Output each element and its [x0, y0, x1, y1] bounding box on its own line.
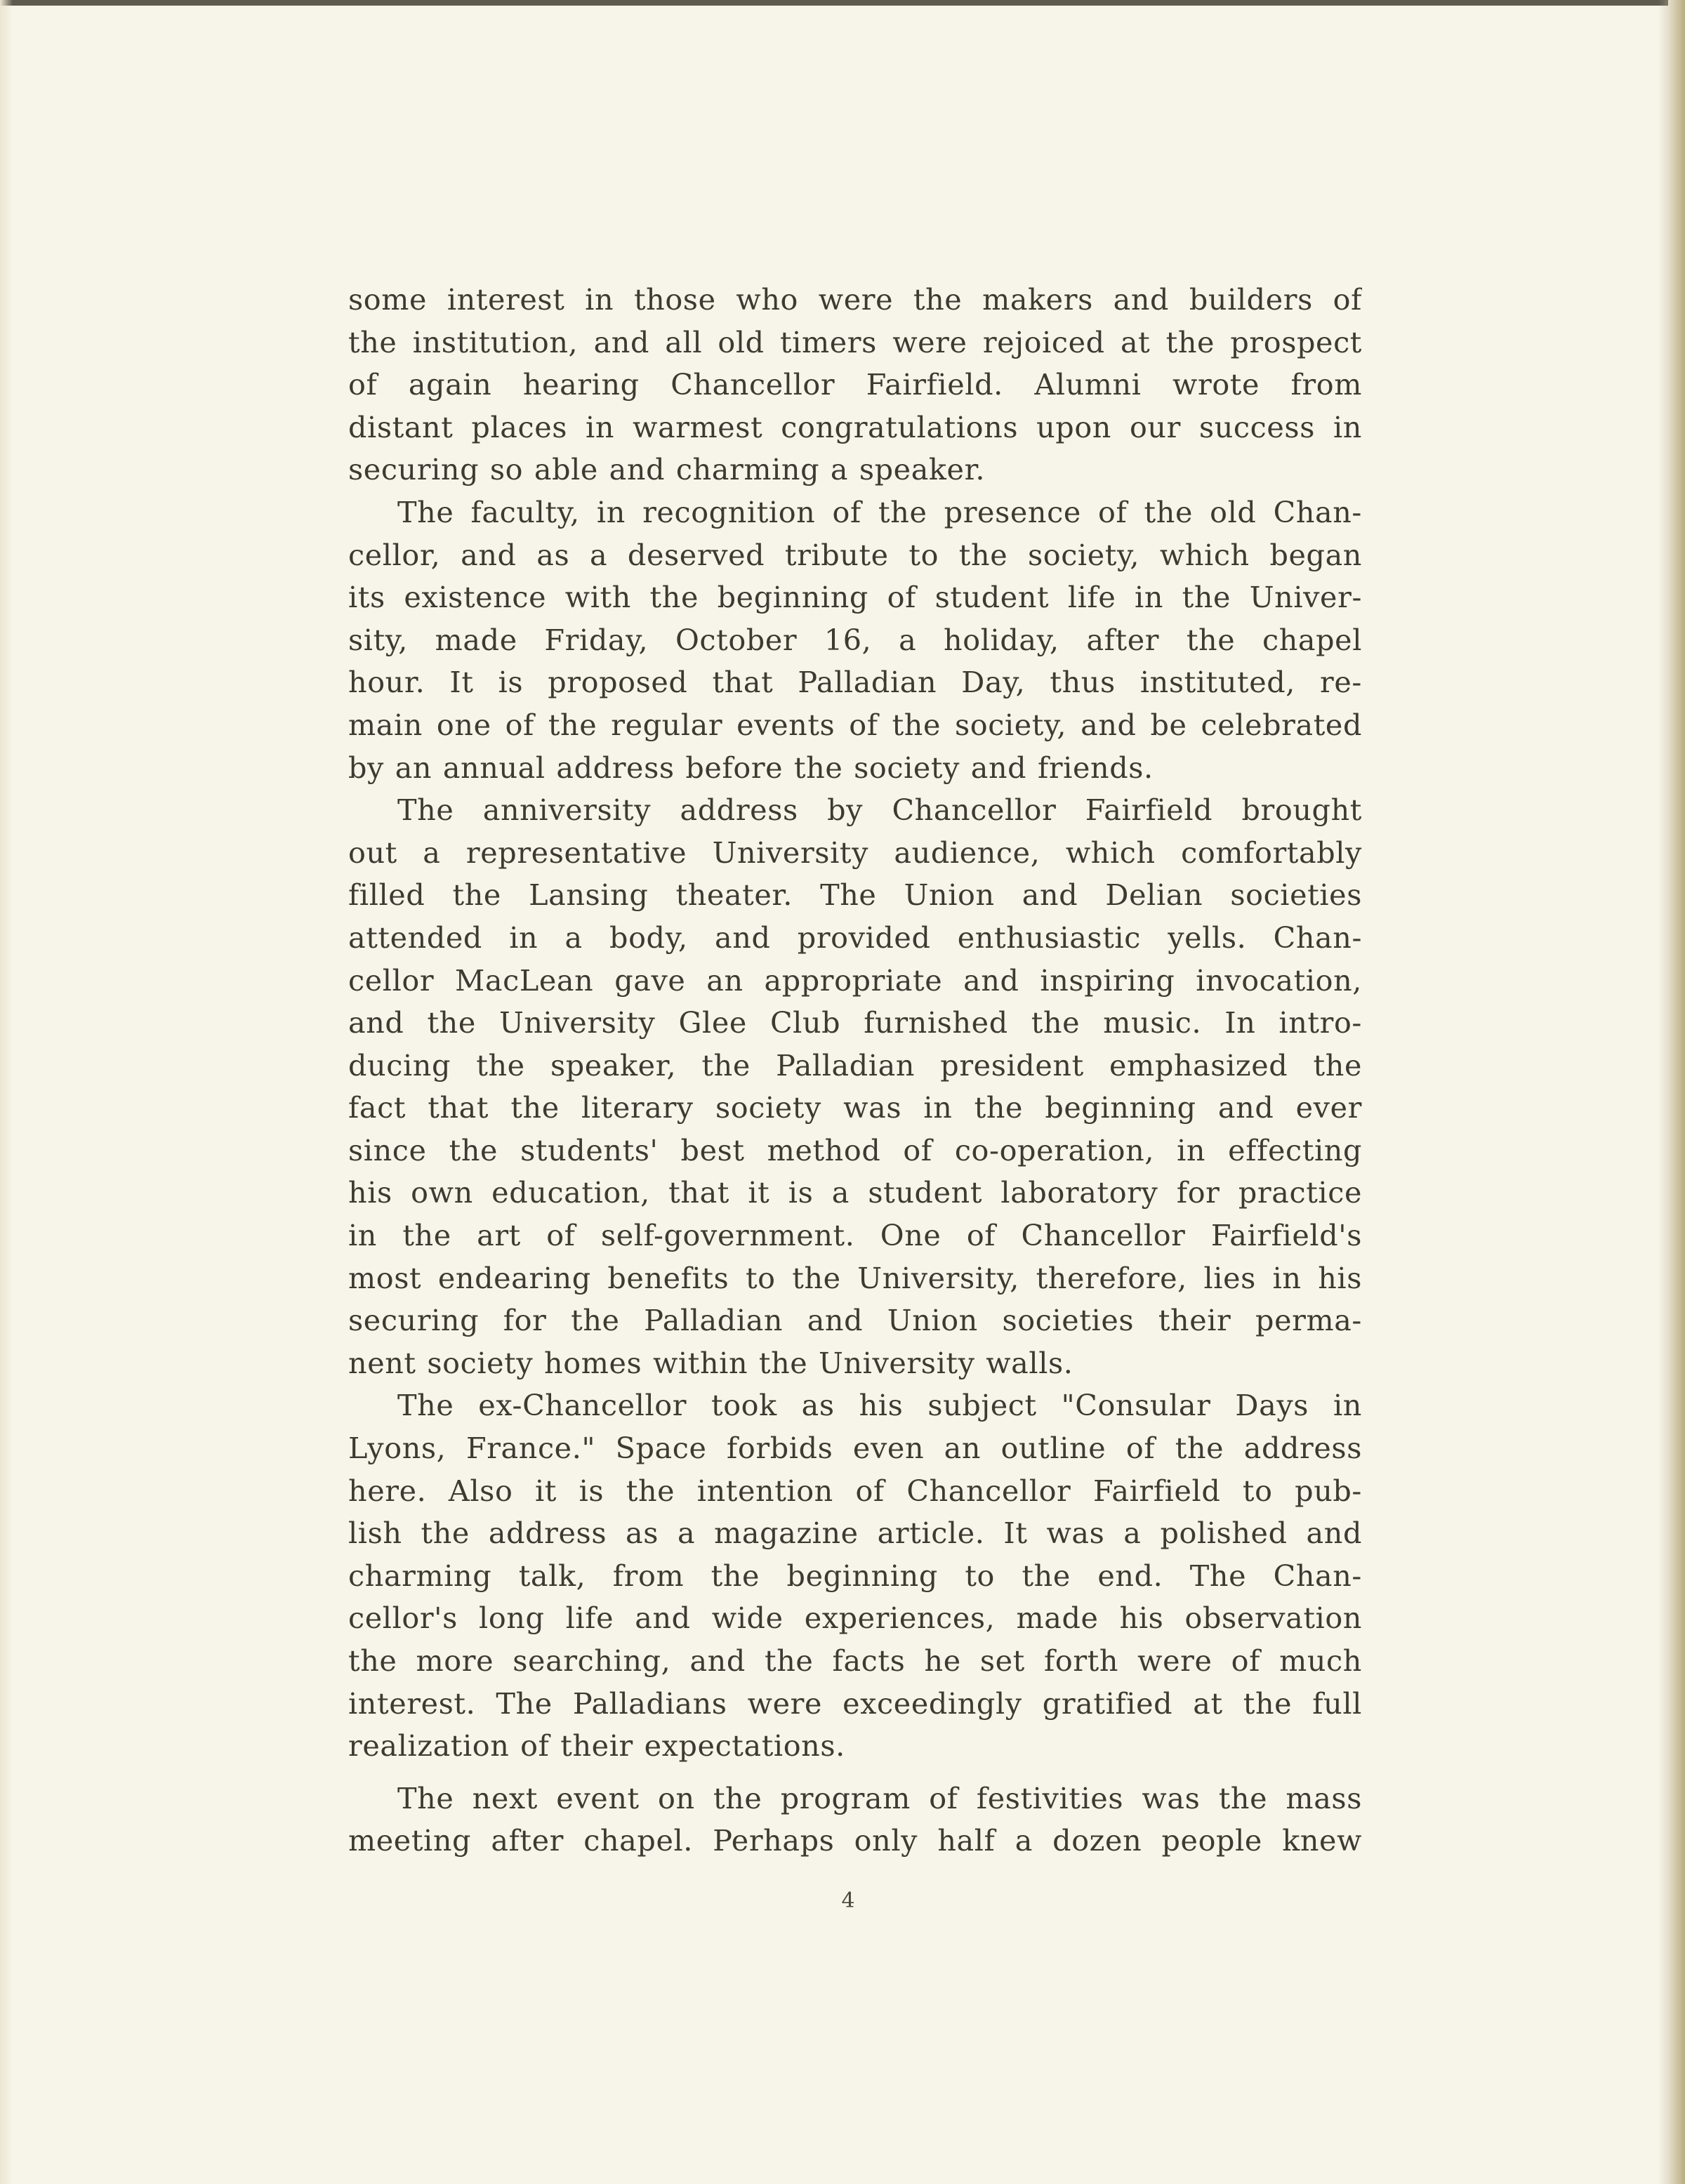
text-line: main one of the regular events of the society, and be celebrated [348, 708, 1362, 742]
text-line: the more searching, and the facts he set forth were of much [348, 1644, 1362, 1678]
paragraph [348, 279, 1362, 491]
text-line: sity, made Friday, October 16, a holiday, after the chapel [348, 623, 1362, 657]
text-line: The faculty, in recognition of the presence of the old Chan- [397, 495, 1362, 529]
text-line: The anniversity address by Chancellor Fairfield brought [397, 793, 1362, 828]
body-text [348, 279, 1362, 1862]
text-line: nent society homes within the University walls. [348, 1346, 1073, 1380]
text-line: charming talk, from the beginning to the end. The Chan- [348, 1558, 1362, 1593]
text-line: fact that the literary society was in the beginning and ever [348, 1091, 1362, 1125]
text-line: hour. It is proposed that Palladian Day, thus instituted, re- [348, 666, 1362, 700]
page-left-edge [0, 0, 13, 2184]
text-line: by an annual address before the society and friends. [348, 750, 1154, 785]
text-line: securing for the Palladian and Union societies their perma- [348, 1304, 1362, 1338]
text-line: attended in a body, and provided enthusiastic yells. Chan- [348, 920, 1362, 955]
text-line: its existence with the beginning of student life in the Univer- [348, 581, 1362, 615]
page-number: 4 [841, 1888, 855, 1913]
text-line: of again hearing Chancellor Fairfield. Alumni wrote from [348, 368, 1362, 402]
text-line: his own education, that it is a student laboratory for practice [348, 1176, 1362, 1210]
text-line: meeting after chapel. Perhaps only half a dozen people knew [348, 1824, 1362, 1858]
text-line: distant places in warmest congratulations upon our success in [348, 410, 1362, 444]
text-line: The next event on the program of festivities was the mass [397, 1781, 1362, 1815]
text-line: and the University Glee Club furnished the music. In intro- [348, 1006, 1362, 1040]
text-line: here. Also it is the intention of Chancellor Fairfield to pub- [348, 1474, 1362, 1508]
text-line: realization of their expectations. [348, 1729, 845, 1763]
text-line: Lyons, France." Space forbids even an outline of the address [348, 1431, 1362, 1466]
paragraph [348, 1384, 1362, 1767]
text-line: cellor's long life and wide experiences, made his observation [348, 1601, 1362, 1636]
paragraph [348, 491, 1362, 789]
text-line: interest. The Palladians were exceedingly gratified at the full [348, 1686, 1362, 1721]
page-top-edge [0, 0, 1685, 6]
paragraph-spacer [348, 1768, 1362, 1778]
text-line: some interest in those who were the makers and builders of [348, 283, 1362, 317]
text-line: securing so able and charming a speaker. [348, 453, 986, 487]
text-line: The ex-Chancellor took as his subject "Consular Days in [397, 1389, 1362, 1423]
text-line: cellor MacLean gave an appropriate and inspiring invocation, [348, 963, 1362, 998]
text-line: filled the Lansing theater. The Union and Delian societies [348, 878, 1362, 913]
text-line: since the students' best method of co-operation, in effecting [348, 1133, 1362, 1167]
text-line: in the art of self-government. One of Chancellor Fairfield's [348, 1219, 1362, 1253]
paragraph [348, 789, 1362, 1384]
text-line: cellor, and as a deserved tribute to the society, which began [348, 538, 1362, 572]
text-line: ducing the speaker, the Palladian president emphasized the [348, 1048, 1362, 1083]
page-right-shadow [1658, 0, 1668, 2184]
text-line: lish the address as a magazine article. It was a polished and [348, 1516, 1362, 1551]
text-line: out a representative University audience, which comfortably [348, 835, 1362, 870]
text-line: the institution, and all old timers were rejoiced at the prospect [348, 325, 1362, 359]
page-right-edge [1668, 0, 1685, 2184]
paragraph [348, 1778, 1362, 1862]
text-line: most endearing benefits to the University, therefore, lies in his [348, 1261, 1362, 1295]
